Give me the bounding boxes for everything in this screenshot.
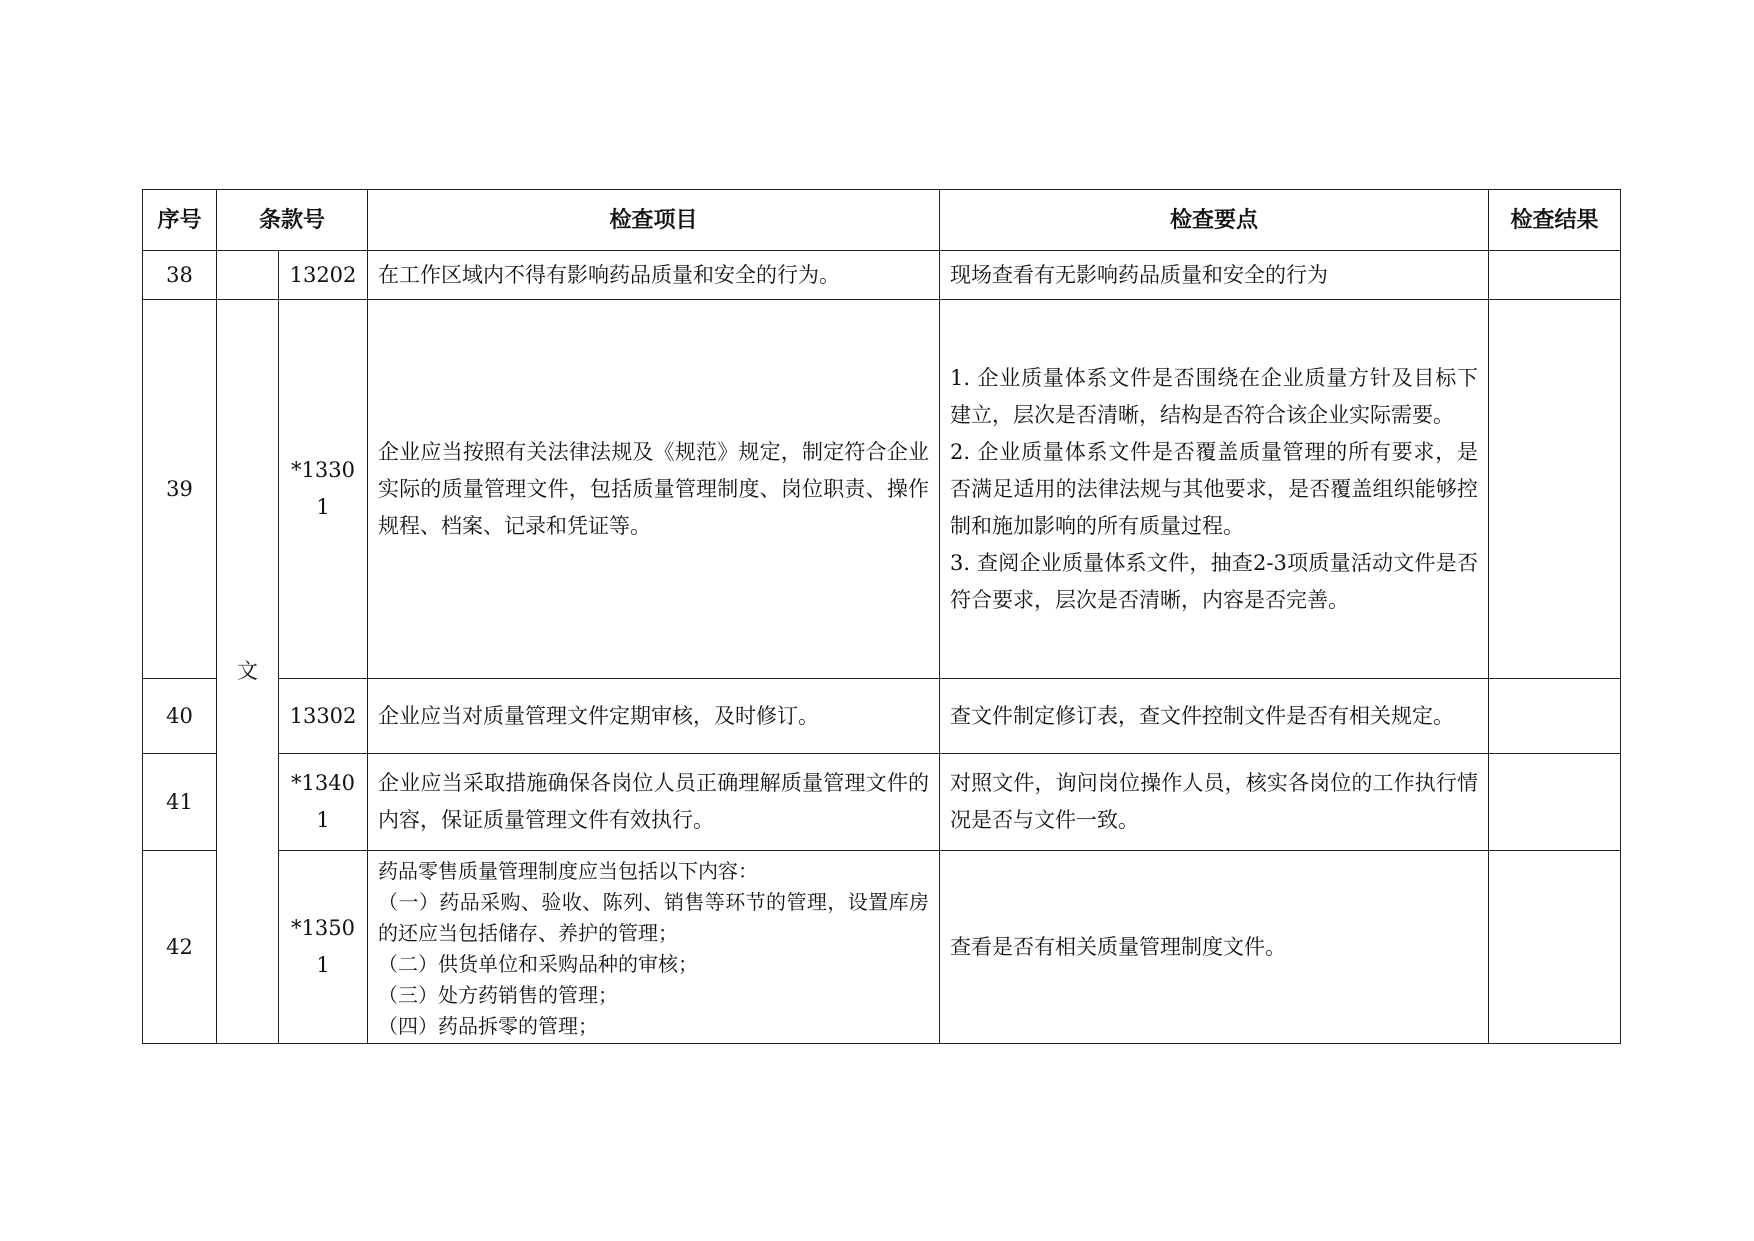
header-clause: 条款号	[217, 190, 368, 251]
table-row	[143, 679, 1621, 754]
check-result[interactable]	[1489, 754, 1621, 851]
inspection-checklist-table	[142, 189, 1621, 1044]
row-number: 41	[143, 754, 217, 851]
table-row	[143, 754, 1621, 851]
category-cell: 文	[217, 300, 279, 1044]
table-row	[143, 851, 1621, 1044]
check-item: 药品零售质量管理制度应当包括以下内容： （一）药品采购、验收、陈列、销售等环节的管理，设置库房的还应当包括储存、养护的管理； （二）供货单位和采购品种的审核； （三）处方药销售的管理； （四）药品拆零的管理；	[368, 851, 940, 1044]
row-number: 42	[143, 851, 217, 1044]
row-number: 38	[143, 251, 217, 300]
check-point: 查看是否有相关质量管理制度文件。	[940, 851, 1489, 1044]
check-item: 企业应当采取措施确保各岗位人员正确理解质量管理文件的内容，保证质量管理文件有效执行。	[368, 754, 940, 851]
check-item: 企业应当按照有关法律法规及《规范》规定，制定符合企业实际的质量管理文件，包括质量管理制度、岗位职责、操作规程、档案、记录和凭证等。	[368, 300, 940, 679]
header-point: 检查要点	[940, 190, 1489, 251]
check-item: 在工作区域内不得有影响药品质量和安全的行为。	[368, 251, 940, 300]
clause-code: *1350 1	[279, 851, 368, 1044]
check-point: 对照文件，询问岗位操作人员，核实各岗位的工作执行情况是否与文件一致。	[940, 754, 1489, 851]
table-row	[143, 251, 1621, 300]
category-cell-empty	[217, 251, 279, 300]
header-item: 检查项目	[368, 190, 940, 251]
check-point: 现场查看有无影响药品质量和安全的行为	[940, 251, 1489, 300]
header-result: 检查结果	[1489, 190, 1621, 251]
row-number: 39	[143, 300, 217, 679]
check-result[interactable]	[1489, 679, 1621, 754]
check-result[interactable]	[1489, 251, 1621, 300]
check-result[interactable]	[1489, 300, 1621, 679]
table-header-row	[143, 190, 1621, 251]
clause-code: 13302	[279, 679, 368, 754]
clause-code: *1340 1	[279, 754, 368, 851]
header-num: 序号	[143, 190, 217, 251]
check-point: 查文件制定修订表，查文件控制文件是否有相关规定。	[940, 679, 1489, 754]
row-number: 40	[143, 679, 217, 754]
clause-code: 13202	[279, 251, 368, 300]
check-result[interactable]	[1489, 851, 1621, 1044]
check-item: 企业应当对质量管理文件定期审核，及时修订。	[368, 679, 940, 754]
table-row	[143, 300, 1621, 679]
clause-code: *1330 1	[279, 300, 368, 679]
check-point: 1. 企业质量体系文件是否围绕在企业质量方针及目标下建立，层次是否清晰，结构是否符合该企业实际需要。 2. 企业质量体系文件是否覆盖质量管理的所有要求，是否满足适用的法律法规与其他要求，是否覆盖组织能够控制和施加影响的所有质量过程。 3. 查阅企业质量体系文件，抽查2-3项质量活动文件是否符合要求，层次是否清晰，内容是否完善。	[940, 300, 1489, 679]
